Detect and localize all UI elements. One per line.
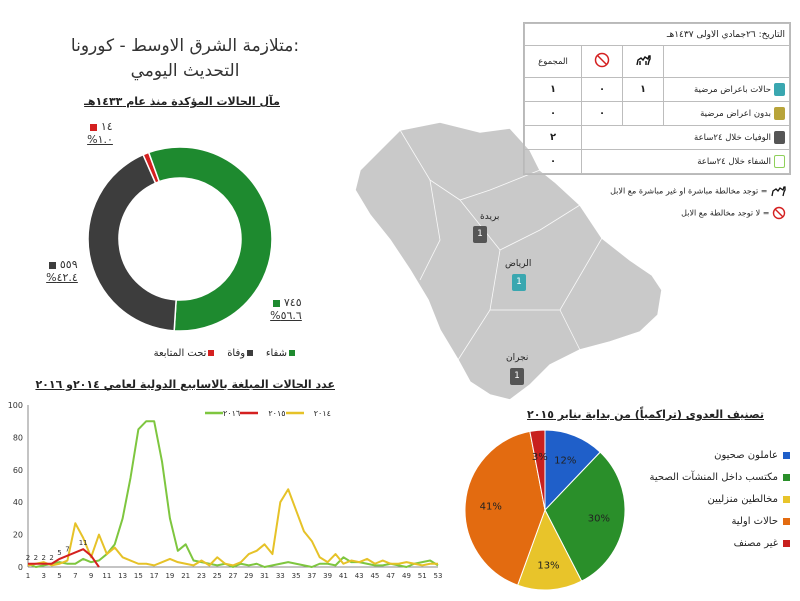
x-tick-label: 21 <box>181 572 191 580</box>
y-tick-label: 40 <box>12 498 23 508</box>
row-deaths-label: الوفيات خلال ٢٤ساعة <box>694 133 771 143</box>
pie-slice-label: 13% <box>537 560 560 572</box>
row-recovered-total: ٠ <box>525 150 582 174</box>
row-deaths-total: ٢ <box>525 126 582 150</box>
line-chart-title: عدد الحالات المبلغة بالاسابيع الدولية لعامي ٢٠١٤و ٢٠١٦ <box>35 378 335 391</box>
y-tick-label: 20 <box>12 530 23 540</box>
x-tick-label: 33 <box>275 572 285 580</box>
x-tick-label: 9 <box>88 572 94 580</box>
followup-value-label: ١٤ %١.٠ <box>87 120 113 146</box>
data-point-label: 2 <box>25 553 31 562</box>
x-tick-label: 39 <box>323 572 333 580</box>
legend-recovered: شفاء <box>266 348 295 359</box>
data-point-label: 2 <box>41 553 47 562</box>
note-no-camel: = لا توجد مخالطة مع الابل <box>681 206 786 220</box>
no-camel-icon <box>772 206 786 220</box>
row-asymptomatic-label: بدون اعراض مرضية <box>700 109 771 119</box>
x-tick-label: 49 <box>402 572 411 580</box>
legend-deaths: وفاة <box>227 348 253 359</box>
x-tick-label: 43 <box>354 572 364 580</box>
donut-legend <box>95 348 295 359</box>
row-asymptomatic-no-camel: ٠ <box>582 102 623 126</box>
data-point-label: 2 <box>49 553 54 562</box>
x-tick-label: 53 <box>433 572 443 580</box>
riyadh-label: الرياض <box>505 259 532 269</box>
pie-legend-item-unclassified: غير مصنف <box>640 538 790 549</box>
x-tick-label: 41 <box>338 572 348 580</box>
pie-chart-title: تصنيف العدوى (تراكمياً) من بداية يناير ٢٠١٥ <box>527 408 764 421</box>
data-point-label: 7 <box>65 545 70 554</box>
pie-slice-label: 30% <box>587 513 610 525</box>
title-line-2: التحديث اليومي <box>130 61 240 81</box>
x-tick-label: 1 <box>25 572 31 580</box>
x-tick-label: 17 <box>149 572 159 580</box>
donut-chart-title: مآل الحالات المؤكدة منذ عام ١٤٣٣هـ <box>84 95 280 108</box>
row-recovered-label: الشفاء خلال ٢٤ساعة <box>697 157 771 167</box>
x-tick-label: 31 <box>260 572 269 580</box>
pie-slice-label: 3% <box>531 451 548 463</box>
donut-chart <box>0 110 320 370</box>
row-symptomatic-camel: ١ <box>623 78 664 102</box>
pie-slice-label: 41% <box>479 501 502 513</box>
x-tick-label: 51 <box>417 572 427 580</box>
deaths-swatch <box>49 262 56 269</box>
pie-legend-item-household: مخالطين منزليين <box>640 494 790 505</box>
x-tick-label: 7 <box>73 572 78 580</box>
row-symptomatic-label: حالات باعراض مرضية <box>693 85 771 95</box>
series-line-٢٠١٤ <box>25 421 438 567</box>
recovered-value-label: ٧٤٥ %٥٦.٦ <box>270 296 302 322</box>
recovered-swatch <box>273 300 280 307</box>
asymptomatic-icon <box>774 107 785 120</box>
y-tick-label: 0 <box>17 563 23 572</box>
camel-icon <box>770 185 786 197</box>
infection-classification-pie <box>460 425 630 595</box>
no-camel-header-icon <box>582 46 623 78</box>
row-asymptomatic-total: ٠ <box>525 102 582 126</box>
x-tick-label: 13 <box>118 572 128 580</box>
legend-2016: ٢٠١٦ <box>223 409 241 418</box>
symptomatic-icon <box>774 83 785 96</box>
x-tick-label: 15 <box>133 572 143 580</box>
pie-slice-label: 12% <box>554 455 577 467</box>
row-symptomatic-no-camel: ٠ <box>582 78 623 102</box>
x-tick-label: 27 <box>228 572 238 580</box>
data-point-label: 2 <box>33 553 39 562</box>
total-header: المجموع <box>525 46 582 78</box>
title-line-1: متلازمة الشرق الاوسط - كورونا: <box>70 36 300 56</box>
x-tick-label: 29 <box>244 572 254 580</box>
status-table <box>523 22 791 175</box>
followup-swatch <box>90 124 97 131</box>
deaths-24h-icon <box>774 131 785 144</box>
buraydah-marker[interactable]: 1 <box>473 226 487 243</box>
deaths-value-label: ٥٥٩ %٤٢.٤ <box>46 258 78 284</box>
pie-legend-item-healthcare: عاملون صحيون <box>640 450 790 461</box>
data-point-label: 5 <box>57 548 62 557</box>
najran-label: نجران <box>506 353 529 363</box>
pie-legend-item-hospital: مكتسب داخل المنشآت الصحية <box>640 472 790 483</box>
date-label: التاريخ: ٢٦جمادي الاولى ١٤٣٧هـ <box>525 24 790 46</box>
x-tick-label: 45 <box>370 572 380 580</box>
y-tick-label: 80 <box>12 433 23 443</box>
legend-2015: ٢٠١٥ <box>268 409 286 418</box>
x-tick-label: 5 <box>57 572 62 580</box>
x-tick-label: 3 <box>41 572 47 580</box>
note-camel: = توجد مخالطة مباشرة او غير مباشرة مع الابل <box>610 185 786 197</box>
camel-header-icon <box>623 46 664 78</box>
legend-followup: تحت المتابعة <box>154 348 215 359</box>
pie-legend-item-primary: حالات اولية <box>640 516 790 527</box>
page-title <box>60 34 310 84</box>
row-asymptomatic-camel <box>623 102 664 126</box>
recovered-24h-icon <box>774 155 785 168</box>
weekly-cases-line-chart <box>0 395 450 595</box>
data-point-label: 11 <box>78 539 88 548</box>
x-tick-label: 11 <box>102 572 112 580</box>
legend-2014: ٢٠١٤ <box>313 409 331 418</box>
x-tick-label: 35 <box>291 572 301 580</box>
najran-marker[interactable]: 1 <box>510 368 524 385</box>
x-tick-label: 19 <box>165 572 175 580</box>
x-tick-label: 47 <box>386 572 396 580</box>
y-tick-label: 100 <box>7 401 23 410</box>
x-tick-label: 25 <box>212 572 222 580</box>
buraydah-label: بريدة <box>480 212 500 222</box>
pie-legend <box>640 450 790 549</box>
row-symptomatic-total: ١ <box>525 78 582 102</box>
riyadh-marker[interactable]: 1 <box>512 274 526 291</box>
y-tick-label: 60 <box>12 465 23 475</box>
x-tick-label: 37 <box>307 572 317 580</box>
x-tick-label: 23 <box>197 572 206 580</box>
